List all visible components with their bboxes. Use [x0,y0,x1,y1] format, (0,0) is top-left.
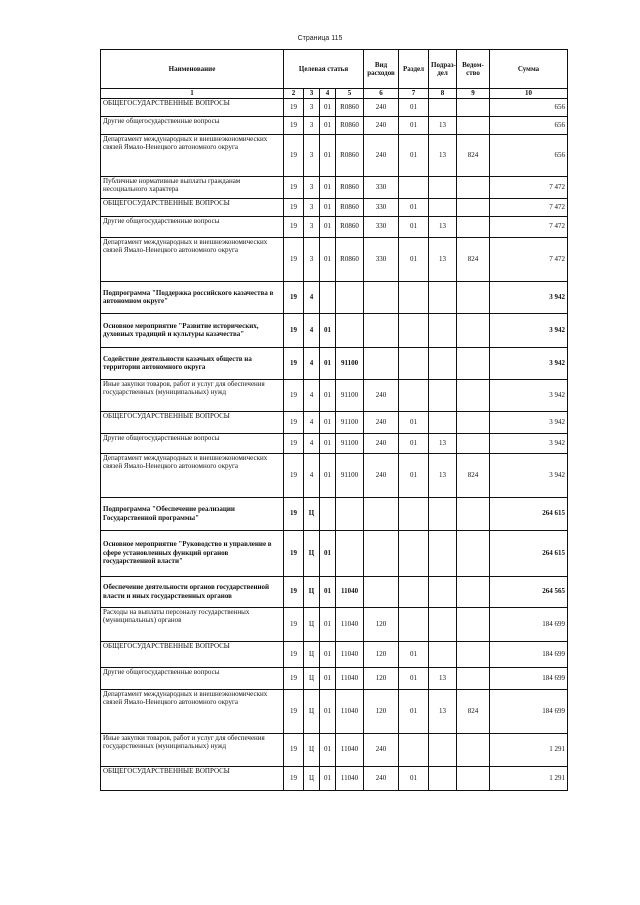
row-department [457,198,490,216]
row-department [457,313,490,347]
row-expense-type: 240 [364,733,399,766]
row-name: Основное мероприятие "Развитие исторических, духовных традиций и культуры казачества" [101,313,284,347]
row-section: 01 [399,766,429,790]
row-sum: 3 942 [490,313,568,347]
row-name: Подпрограмма "Поддержка российского казачества в автономном округе" [101,281,284,313]
row-department [457,530,490,576]
row-target-program: 19 [284,689,304,733]
row-name: ОБЩЕГОСУДАРСТВЕННЫЕ ВОПРОСЫ [101,641,284,667]
row-sum: 656 [490,116,568,134]
row-sum: 3 942 [490,347,568,379]
row-name: Публичные нормативные выплаты гражданам несоциального характера [101,176,284,198]
row-section [399,281,429,313]
row-expense-type [364,530,399,576]
row-department [457,733,490,766]
col-header-type: Вид расходов [364,50,399,89]
col-number: 5 [336,89,364,99]
row-department [457,176,490,198]
col-number: 4 [320,89,336,99]
col-number: 9 [457,89,490,99]
row-target-code: 11040 [336,576,364,607]
table-row [101,733,568,766]
row-name: ОБЩЕГОСУДАРСТВЕННЫЕ ВОПРОСЫ [101,198,284,216]
table-row [101,576,568,607]
row-department [457,667,490,689]
row-name: ОБЩЕГОСУДАРСТВЕННЫЕ ВОПРОСЫ [101,98,284,116]
row-target-activity: 01 [320,733,336,766]
row-target-activity: 01 [320,313,336,347]
row-name: ОБЩЕГОСУДАРСТВЕННЫЕ ВОПРОСЫ [101,411,284,433]
row-target-activity: 01 [320,576,336,607]
row-target-activity: 01 [320,116,336,134]
row-section: 01 [399,198,429,216]
row-target-code: 11040 [336,667,364,689]
row-target-code: R0860 [336,134,364,176]
row-expense-type: 240 [364,411,399,433]
row-target-program: 19 [284,667,304,689]
row-target-subprogram: 3 [304,134,320,176]
row-target-activity: 01 [320,689,336,733]
row-subsection [429,176,457,198]
col-header-target: Целевая статья [284,50,364,89]
row-target-activity: 01 [320,766,336,790]
row-expense-type: 240 [364,379,399,411]
col-header-name: Наименование [101,50,284,89]
row-target-code: 11040 [336,689,364,733]
row-name: Департамент международных и внешнеэкономических связей Ямало-Ненецкого автономного округа [101,453,284,497]
row-subsection: 13 [429,134,457,176]
row-target-program: 19 [284,607,304,641]
row-section [399,379,429,411]
row-expense-type [364,576,399,607]
row-name: ОБЩЕГОСУДАРСТВЕННЫЕ ВОПРОСЫ [101,766,284,790]
row-expense-type [364,281,399,313]
row-target-subprogram: 4 [304,453,320,497]
row-target-subprogram: 3 [304,176,320,198]
row-target-program: 19 [284,411,304,433]
row-name: Подпрограмма "Обеспечение реализации Государственной программы" [101,497,284,530]
row-expense-type: 240 [364,766,399,790]
row-expense-type: 240 [364,134,399,176]
col-number: 7 [399,89,429,99]
row-name: Основное мероприятие "Руководство и управление в сфере установленных функций органов государственной власти" [101,530,284,576]
page-label: Страница 115 [297,35,343,42]
table-row [101,411,568,433]
row-name: Департамент международных и внешнеэкономических связей Ямало-Ненецкого автономного округа [101,689,284,733]
row-target-code [336,530,364,576]
row-target-program: 19 [284,766,304,790]
row-expense-type: 120 [364,667,399,689]
row-target-activity: 01 [320,607,336,641]
row-target-program: 19 [284,134,304,176]
row-target-code [336,313,364,347]
row-target-subprogram: 4 [304,347,320,379]
table-row [101,116,568,134]
row-target-subprogram: 3 [304,198,320,216]
row-subsection [429,411,457,433]
row-department [457,433,490,453]
row-section: 01 [399,689,429,733]
table-row [101,313,568,347]
row-section [399,313,429,347]
row-section: 01 [399,433,429,453]
row-expense-type: 120 [364,641,399,667]
row-department [457,641,490,667]
row-target-subprogram: Ц [304,530,320,576]
budget-table [100,49,568,791]
row-department [457,347,490,379]
row-department: 824 [457,134,490,176]
row-subsection [429,641,457,667]
col-header-dept: Ведом-ство [457,50,490,89]
row-expense-type: 120 [364,607,399,641]
table-row [101,176,568,198]
row-department: 824 [457,689,490,733]
row-target-program: 19 [284,497,304,530]
row-target-code: 91100 [336,433,364,453]
row-name: Расходы на выплаты персоналу государственных (муниципальных) органов [101,607,284,641]
row-subsection [429,313,457,347]
row-subsection [429,379,457,411]
table-row [101,453,568,497]
row-target-subprogram: Ц [304,497,320,530]
col-number: 1 [101,89,284,99]
row-department [457,116,490,134]
row-target-subprogram: Ц [304,733,320,766]
row-target-activity: 01 [320,453,336,497]
row-name: Департамент международных и внешнеэкономических связей Ямало-Ненецкого автономного округа [101,134,284,176]
col-number: 6 [364,89,399,99]
row-section: 01 [399,237,429,281]
row-target-program: 19 [284,379,304,411]
row-target-subprogram: 3 [304,216,320,237]
row-sum: 7 472 [490,176,568,198]
row-department [457,576,490,607]
row-target-subprogram: Ц [304,641,320,667]
row-target-activity: 01 [320,216,336,237]
row-name: Другие общегосударственные вопросы [101,216,284,237]
row-department [457,281,490,313]
row-section: 01 [399,411,429,433]
row-target-activity: 01 [320,134,336,176]
row-section: 01 [399,453,429,497]
row-target-subprogram: 3 [304,237,320,281]
row-subsection [429,347,457,379]
row-target-program: 19 [284,98,304,116]
row-sum: 7 472 [490,237,568,281]
row-target-program: 19 [284,530,304,576]
row-target-program: 19 [284,453,304,497]
row-target-subprogram: 4 [304,313,320,347]
row-sum: 264 615 [490,530,568,576]
row-department [457,216,490,237]
row-subsection [429,198,457,216]
table-row [101,641,568,667]
row-target-code: 91100 [336,347,364,379]
row-subsection: 13 [429,689,457,733]
row-name: Другие общегосударственные вопросы [101,667,284,689]
row-section [399,576,429,607]
row-target-program: 19 [284,281,304,313]
row-target-code: 11040 [336,733,364,766]
row-target-program: 19 [284,176,304,198]
col-header-section: Раздел [399,50,429,89]
row-section: 01 [399,98,429,116]
row-target-code: R0860 [336,198,364,216]
row-section [399,176,429,198]
row-department [457,411,490,433]
row-section: 01 [399,216,429,237]
row-target-program: 19 [284,116,304,134]
table-row [101,281,568,313]
row-target-code: R0860 [336,98,364,116]
row-sum: 7 472 [490,198,568,216]
row-target-activity: 01 [320,198,336,216]
row-target-subprogram: 4 [304,433,320,453]
table-row [101,347,568,379]
table-row [101,216,568,237]
row-target-program: 19 [284,641,304,667]
row-target-subprogram: Ц [304,576,320,607]
table-header-row [101,50,568,89]
col-number: 2 [284,89,304,99]
row-section [399,530,429,576]
col-number: 10 [490,89,568,99]
row-target-subprogram: Ц [304,667,320,689]
row-subsection: 13 [429,453,457,497]
row-subsection: 13 [429,116,457,134]
row-expense-type: 120 [364,689,399,733]
row-target-program: 19 [284,216,304,237]
row-section [399,497,429,530]
row-department: 824 [457,453,490,497]
table-row [101,237,568,281]
row-subsection [429,607,457,641]
row-sum: 3 942 [490,379,568,411]
row-department [457,379,490,411]
row-subsection [429,530,457,576]
row-subsection [429,281,457,313]
row-section [399,733,429,766]
row-expense-type [364,347,399,379]
row-target-subprogram: 4 [304,379,320,411]
col-header-sum: Сумма [490,50,568,89]
row-target-activity: 01 [320,379,336,411]
row-section [399,607,429,641]
row-subsection [429,733,457,766]
table-row [101,134,568,176]
row-department [457,607,490,641]
row-section: 01 [399,641,429,667]
row-target-code: 91100 [336,411,364,433]
table-row [101,497,568,530]
column-number-row [101,89,568,99]
row-target-subprogram: Ц [304,607,320,641]
row-subsection: 13 [429,237,457,281]
row-target-code: R0860 [336,176,364,198]
row-sum: 184 699 [490,607,568,641]
row-sum: 184 699 [490,667,568,689]
col-number: 8 [429,89,457,99]
row-target-code: 91100 [336,379,364,411]
row-target-activity: 01 [320,641,336,667]
row-department [457,98,490,116]
row-expense-type: 330 [364,176,399,198]
row-subsection [429,766,457,790]
row-name: Иные закупки товаров, работ и услуг для обеспечения государственных (муниципальных) нужд [101,733,284,766]
row-name: Другие общегосударственные вопросы [101,433,284,453]
row-name: Содействие деятельности казачьих обществ на территории автономного округа [101,347,284,379]
row-sum: 1 291 [490,733,568,766]
table-row [101,198,568,216]
row-sum: 656 [490,134,568,176]
row-target-subprogram: 3 [304,98,320,116]
row-department: 824 [457,237,490,281]
row-section: 01 [399,667,429,689]
row-name: Иные закупки товаров, работ и услуг для обеспечения государственных (муниципальных) нужд [101,379,284,411]
row-target-program: 19 [284,313,304,347]
row-sum: 7 472 [490,216,568,237]
row-target-subprogram: 3 [304,116,320,134]
row-target-program: 19 [284,733,304,766]
col-number: 3 [304,89,320,99]
row-subsection [429,576,457,607]
table-row [101,98,568,116]
row-target-code [336,281,364,313]
row-target-code: R0860 [336,116,364,134]
row-expense-type: 240 [364,116,399,134]
row-department [457,766,490,790]
row-sum: 3 942 [490,433,568,453]
row-section: 01 [399,116,429,134]
row-target-activity: 01 [320,411,336,433]
row-expense-type: 330 [364,237,399,281]
row-department [457,497,490,530]
table-row [101,689,568,733]
row-target-subprogram: 4 [304,281,320,313]
row-target-program: 19 [284,198,304,216]
row-name: Другие общегосударственные вопросы [101,116,284,134]
row-target-code: 11040 [336,766,364,790]
row-target-subprogram: Ц [304,689,320,733]
table-row [101,607,568,641]
row-sum: 1 291 [490,766,568,790]
row-target-activity: 01 [320,433,336,453]
row-subsection [429,497,457,530]
row-section: 01 [399,134,429,176]
row-name: Департамент международных и внешнеэкономических связей Ямало-Ненецкого автономного округа [101,237,284,281]
row-subsection [429,98,457,116]
row-sum: 264 565 [490,576,568,607]
table-row [101,530,568,576]
row-sum: 3 942 [490,453,568,497]
row-sum: 184 699 [490,641,568,667]
row-target-subprogram: Ц [304,766,320,790]
row-sum: 3 942 [490,411,568,433]
row-target-activity: 01 [320,667,336,689]
row-target-code: 91100 [336,453,364,497]
row-expense-type: 240 [364,98,399,116]
row-sum: 184 699 [490,689,568,733]
table-body [101,98,568,790]
row-target-activity [320,281,336,313]
row-target-program: 19 [284,576,304,607]
table-row [101,433,568,453]
row-target-program: 19 [284,433,304,453]
row-sum: 656 [490,98,568,116]
row-subsection: 13 [429,667,457,689]
row-expense-type: 330 [364,216,399,237]
row-target-activity [320,497,336,530]
row-subsection: 13 [429,433,457,453]
row-sum: 264 615 [490,497,568,530]
row-target-code: R0860 [336,216,364,237]
row-target-activity: 01 [320,347,336,379]
table-row [101,766,568,790]
row-expense-type: 240 [364,453,399,497]
row-target-activity: 01 [320,176,336,198]
row-target-code: R0860 [336,237,364,281]
row-expense-type [364,313,399,347]
row-target-activity: 01 [320,530,336,576]
row-target-code: 11040 [336,641,364,667]
row-target-activity: 01 [320,98,336,116]
row-sum: 3 942 [490,281,568,313]
row-expense-type: 240 [364,433,399,453]
row-target-code [336,497,364,530]
row-name: Обеспечение деятельности органов государственной власти и иных государственных органов [101,576,284,607]
row-section [399,347,429,379]
col-header-subsection: Подраз-дел [429,50,457,89]
table-row [101,379,568,411]
row-target-program: 19 [284,237,304,281]
row-target-subprogram: 4 [304,411,320,433]
row-expense-type: 330 [364,198,399,216]
row-target-code: 11040 [336,607,364,641]
row-expense-type [364,497,399,530]
row-target-activity: 01 [320,237,336,281]
row-subsection: 13 [429,216,457,237]
table-row [101,667,568,689]
row-target-program: 19 [284,347,304,379]
